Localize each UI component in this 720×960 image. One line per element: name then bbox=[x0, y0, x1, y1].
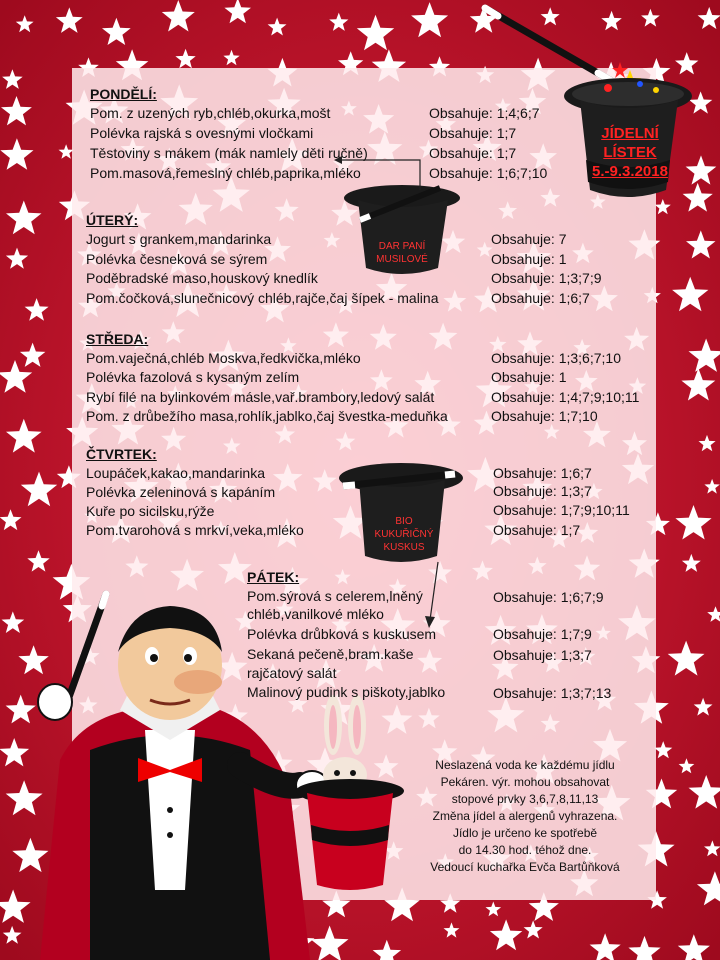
dish-monday-4: Pom.masová,řemeslný chléb,paprika,mléko bbox=[90, 165, 361, 181]
dish-thursday-2: Polévka zeleninová s kapáním bbox=[86, 484, 276, 500]
dish-monday-1: Pom. z uzených ryb,chléb,okurka,mošt bbox=[90, 105, 331, 121]
dish-friday-2: Polévka drůbková s kuskusem bbox=[247, 626, 437, 642]
dish-friday-4: Malinový pudink s piškoty,jablko bbox=[247, 684, 446, 700]
allergens-friday-4: Obsahuje: 1;3;7;13 bbox=[493, 685, 612, 701]
dish-monday-3: Těstoviny s mákem (mák namlely děti ručně) bbox=[90, 145, 368, 161]
allergens-thursday-4: Obsahuje: 1;7 bbox=[493, 522, 581, 538]
allergens-monday-4: Obsahuje: 1;6;7;10 bbox=[429, 165, 548, 181]
day-heading-tuesday: ÚTERÝ: bbox=[86, 212, 139, 228]
dish-friday-1b: chléb,vanilkové mléko bbox=[247, 606, 384, 622]
allergens-thursday-3: Obsahuje: 1;7;9;10;11 bbox=[493, 502, 630, 518]
note-line: Pekáren. výr. mohou obsahovat bbox=[440, 775, 610, 789]
note-line: Změna jídel a alergenů vyhrazena. bbox=[432, 809, 618, 823]
dish-thursday-1: Loupáček,kakao,mandarinka bbox=[86, 465, 266, 481]
allergens-wednesday-1: Obsahuje: 1;3;6;7;10 bbox=[491, 350, 621, 366]
allergens-friday-3: Obsahuje: 1;3;7 bbox=[493, 647, 592, 663]
dish-wednesday-1: Pom.vaječná,chléb Moskva,ředkvička,mléko bbox=[86, 350, 361, 366]
dish-tuesday-3: Poděbradské maso,houskový knedlík bbox=[86, 270, 318, 286]
hat1-label-line1: DAR PANÍ bbox=[378, 241, 426, 252]
day-heading-friday: PÁTEK: bbox=[247, 569, 300, 585]
dish-tuesday-4: Pom.čočková,slunečnicový chléb,rajče,čaj šípek - malina bbox=[86, 290, 439, 306]
day-heading-monday: PONDĚLÍ: bbox=[90, 86, 157, 102]
dish-friday-3b: rajčatový salát bbox=[247, 665, 337, 681]
allergens-monday-3: Obsahuje: 1;7 bbox=[429, 145, 517, 161]
allergens-tuesday-4: Obsahuje: 1;6;7 bbox=[491, 290, 590, 306]
day-heading-wednesday: STŘEDA: bbox=[86, 331, 149, 347]
dish-tuesday-2: Polévka česneková se sýrem bbox=[86, 251, 268, 267]
note-line: Neslazená voda ke každému jídlu bbox=[435, 758, 615, 772]
allergens-thursday-1: Obsahuje: 1;6;7 bbox=[493, 465, 592, 481]
hat1-label-line2: MUSILOVÉ bbox=[376, 254, 428, 265]
allergens-tuesday-1: Obsahuje: 7 bbox=[491, 231, 567, 247]
hat2-label-line1: BIO bbox=[395, 516, 413, 527]
allergens-monday-2: Obsahuje: 1;7 bbox=[429, 125, 517, 141]
allergens-friday-1: Obsahuje: 1;6;7;9 bbox=[493, 589, 604, 605]
dish-wednesday-4: Pom. z drůbežího masa,rohlík,jablko,čaj švestka-meduňka bbox=[86, 408, 448, 424]
menu-title-line2: LÍSTEK bbox=[603, 144, 657, 161]
note-line: do 14.30 hod. téhož dne. bbox=[458, 843, 592, 857]
dish-friday-1a: Pom.sýrová s celerem,lněný bbox=[247, 588, 423, 604]
dish-tuesday-1: Jogurt s grankem,mandarinka bbox=[86, 231, 272, 247]
dish-thursday-4: Pom.tvarohová s mrkví,veka,mléko bbox=[86, 522, 304, 538]
allergens-wednesday-4: Obsahuje: 1;7;10 bbox=[491, 408, 598, 424]
allergens-monday-1: Obsahuje: 1;4;6;7 bbox=[429, 105, 540, 121]
arrow-down-icon bbox=[420, 560, 450, 630]
day-heading-thursday: ČTVRTEK: bbox=[86, 446, 157, 462]
hat2-label-line2: KUKUŘIČNÝ bbox=[374, 529, 434, 540]
allergens-thursday-2: Obsahuje: 1;3;7 bbox=[493, 483, 592, 499]
hat2-label-line3: KUSKUS bbox=[383, 542, 425, 553]
footer-notes bbox=[405, 757, 645, 876]
allergens-wednesday-3: Obsahuje: 1;4;7;9;10;11 bbox=[491, 389, 640, 405]
note-line: Jídlo je určeno ke spotřebě bbox=[452, 826, 598, 840]
dish-wednesday-2: Polévka fazolová s kysaným zelím bbox=[86, 369, 300, 385]
dish-friday-3a: Sekaná pečeně,bram.kaše bbox=[247, 646, 414, 662]
rabbit-hat-icon bbox=[295, 695, 405, 895]
dish-monday-2: Polévka rajská s ovesnými vločkami bbox=[90, 125, 314, 141]
note-line: Vedoucí kuchařka Evča Bartůňková bbox=[430, 860, 620, 874]
allergens-friday-2: Obsahuje: 1;7;9 bbox=[493, 626, 592, 642]
menu-date: 5.-9.3.2018 bbox=[592, 163, 668, 180]
note-line: stopové prvky 3,6,7,8,11,13 bbox=[451, 792, 599, 806]
dish-thursday-3: Kuře po sicilsku,rýže bbox=[86, 503, 215, 519]
allergens-tuesday-3: Obsahuje: 1;3;7;9 bbox=[491, 270, 602, 286]
dish-wednesday-3: Rybí filé na bylinkovém másle,vař.brambory,ledový salát bbox=[86, 389, 435, 405]
allergens-tuesday-2: Obsahuje: 1 bbox=[491, 251, 567, 267]
menu-title-line1: JÍDELNÍ bbox=[601, 125, 659, 142]
allergens-wednesday-2: Obsahuje: 1 bbox=[491, 369, 567, 385]
